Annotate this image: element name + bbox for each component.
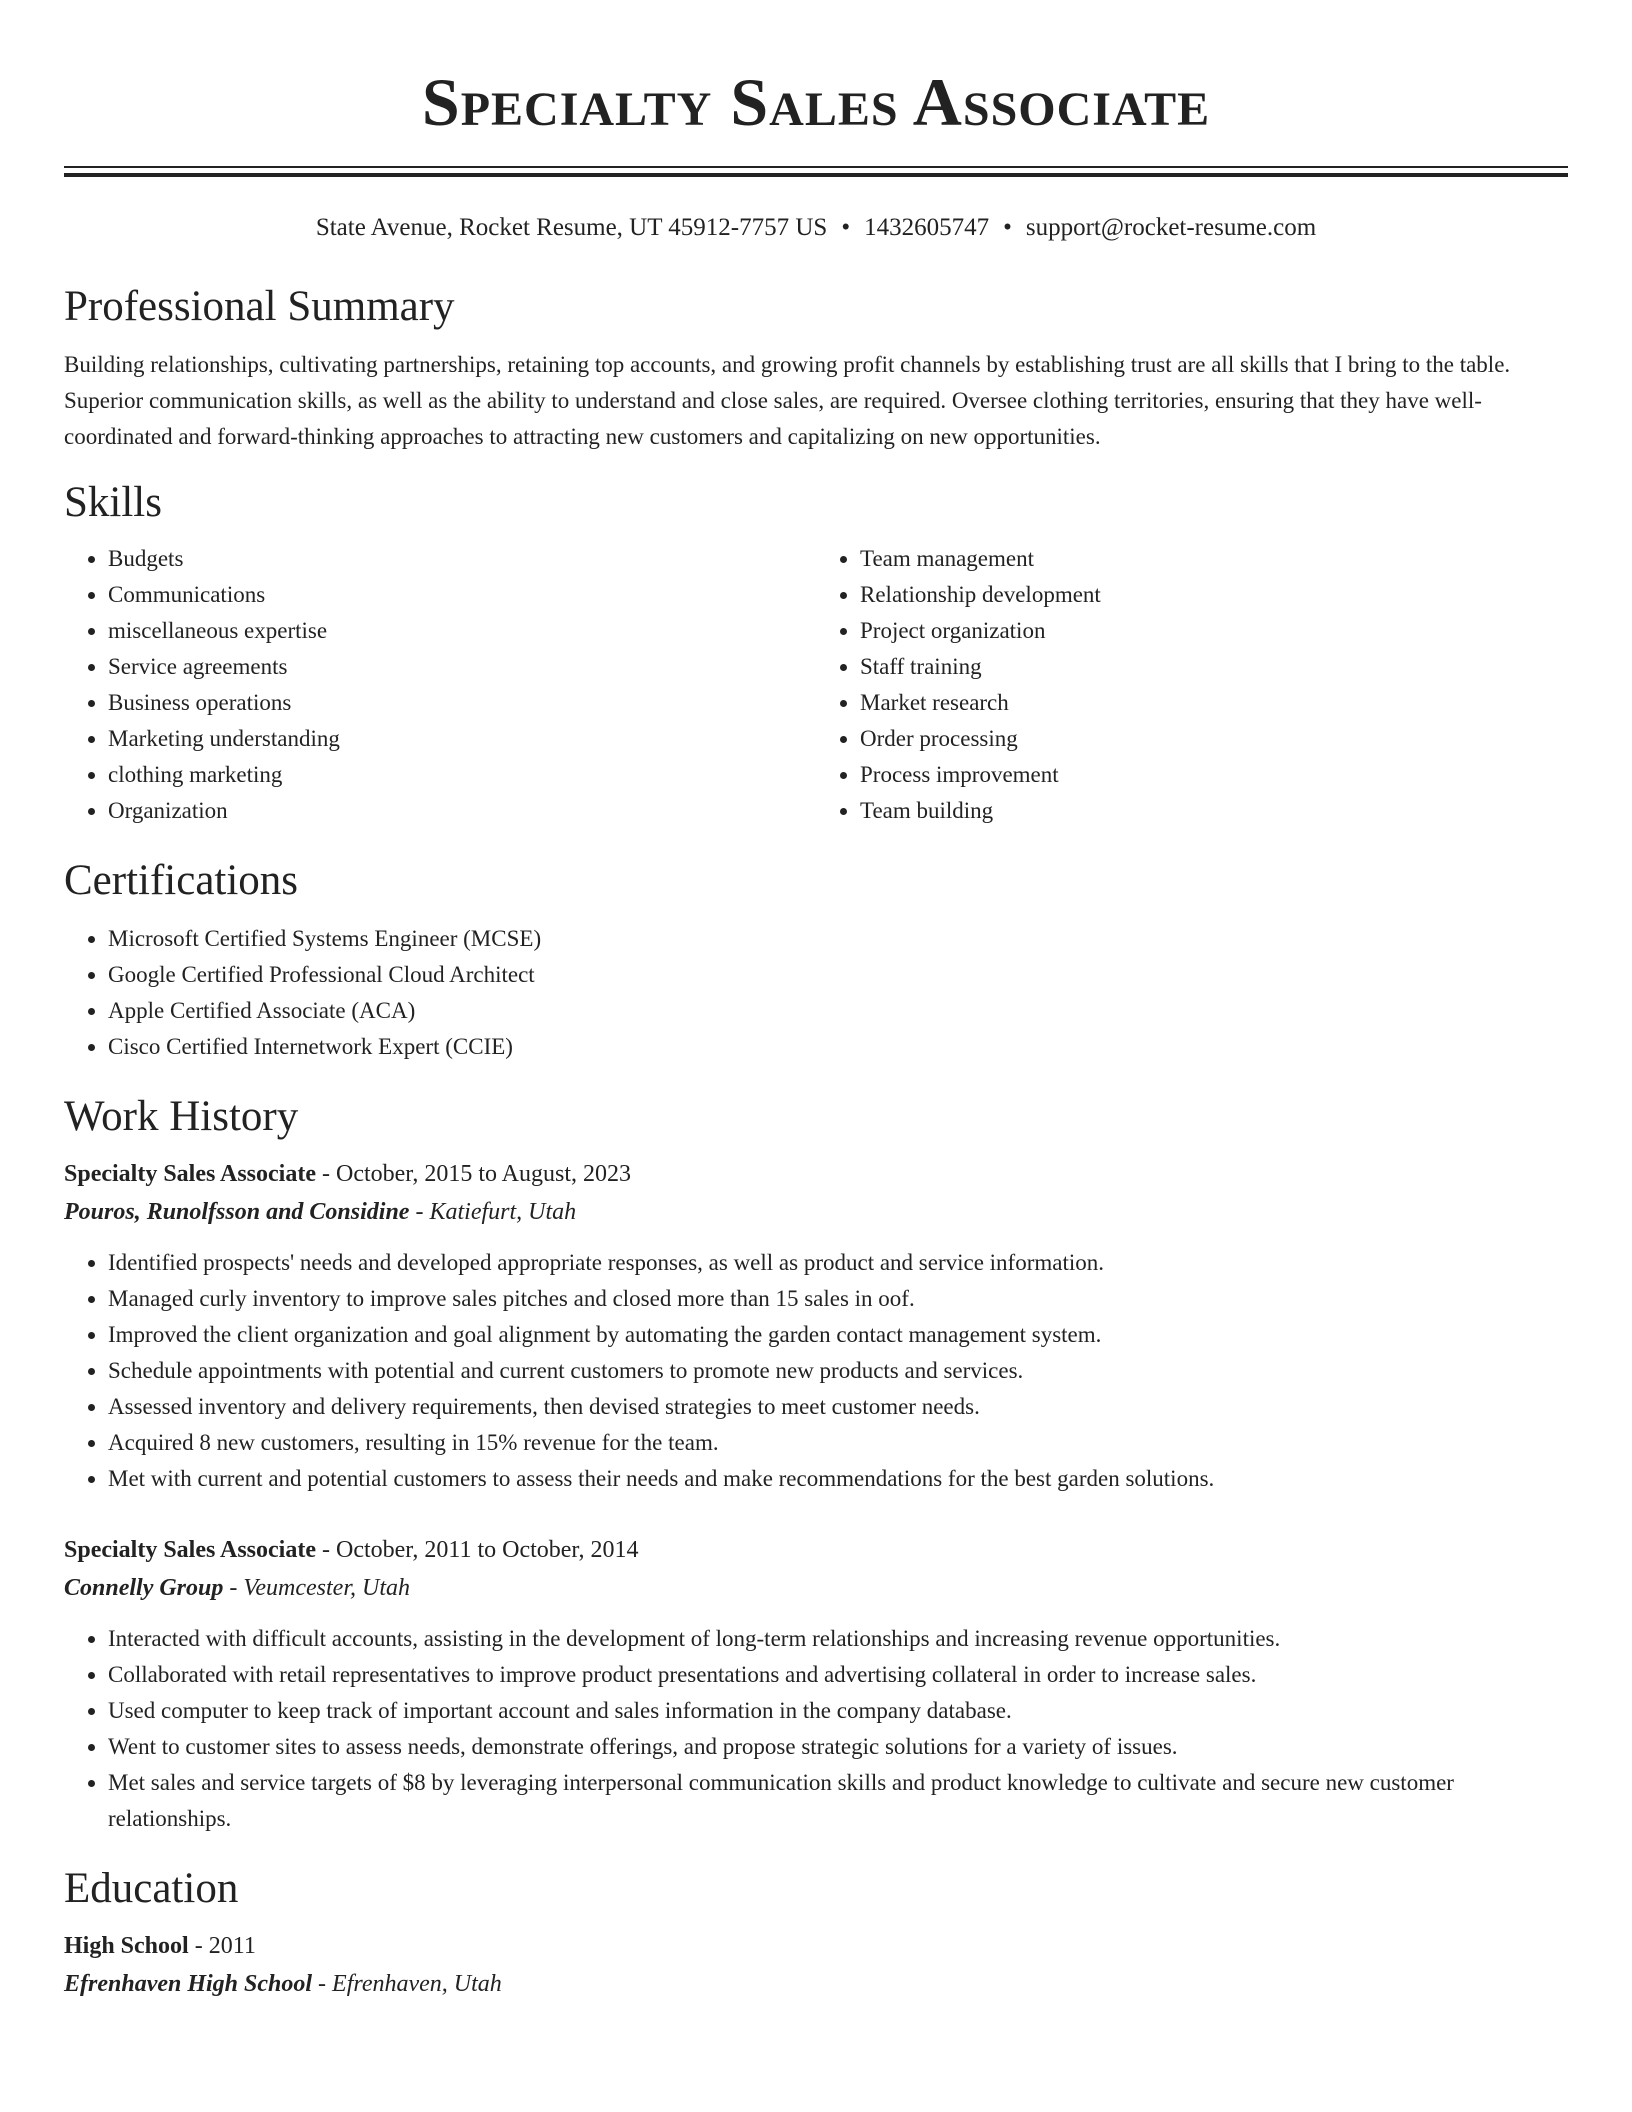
education-degree: High School bbox=[64, 1933, 189, 1959]
education-school: Efrenhaven High School bbox=[64, 1971, 313, 1997]
job-title-line bbox=[64, 1531, 1568, 1569]
job-dash: - bbox=[316, 1537, 336, 1563]
skill-item: • Team building bbox=[860, 793, 1568, 829]
job-bullet: • Improved the client organization and goal alignment by automating the garden contact management system. bbox=[108, 1317, 1568, 1353]
education-location: Efrenhaven, Utah bbox=[332, 1971, 502, 1997]
summary-text: Building relationships, cultivating partnerships, retaining top accounts, and growing profit channels by establishing trust are all skills that I bring to the table. Superior communication skills, as well as the ability to understand and close sales, are required. Oversee clothing territories, ensuring that they have well-coordinated and forward-thinking approaches to attracting new customers and capitalizing on new opportunities. bbox=[64, 352, 1511, 449]
job-bullet: • Schedule appointments with potential and current customers to promote new products and services. bbox=[108, 1353, 1568, 1389]
resume-name: Specialty Sales Associate bbox=[421, 64, 1211, 140]
job-bullet: • Identified prospects' needs and developed appropriate responses, as well as product and service information. bbox=[108, 1245, 1568, 1281]
skill-item: • Business operations bbox=[108, 685, 816, 721]
education-entry bbox=[64, 1927, 1568, 2003]
job-dates: October, 2011 to October, 2014 bbox=[336, 1537, 639, 1563]
skill-item: • Process improvement bbox=[860, 757, 1568, 793]
skill-item: • Service agreements bbox=[108, 649, 816, 685]
education-dash: - bbox=[188, 1933, 209, 1959]
job-bullet: • Interacted with difficult accounts, assisting in the development of long-term relationships and increasing revenue opportunities. bbox=[108, 1621, 1568, 1657]
work-history-heading: Work History bbox=[64, 1093, 299, 1140]
header-divider bbox=[64, 166, 1568, 177]
skill-item: • miscellaneous expertise bbox=[108, 613, 816, 649]
skill-item: • Communications bbox=[108, 577, 816, 613]
skills-list-left bbox=[64, 541, 816, 829]
job-bullet: • Assessed inventory and delivery requirements, then devised strategies to meet customer needs. bbox=[108, 1389, 1568, 1425]
contact-line bbox=[64, 213, 1568, 243]
certification-item: • Google Certified Professional Cloud Architect bbox=[108, 957, 1568, 993]
certification-item: • Microsoft Certified Systems Engineer (MCSE) bbox=[108, 921, 1568, 957]
job-bullet: • Met sales and service targets of $8 by leveraging interpersonal communication skills and product knowledge to cultivate and secure new customer relationships. bbox=[108, 1765, 1568, 1837]
job-bullet: • Used computer to keep track of important account and sales information in the company database. bbox=[108, 1693, 1568, 1729]
header-rule-thick bbox=[64, 173, 1568, 177]
job-bullet: • Collaborated with retail representatives to improve product presentations and advertising collateral in order to increase sales. bbox=[108, 1657, 1568, 1693]
certification-item: • Apple Certified Associate (ACA) bbox=[108, 993, 1568, 1029]
header-rule-thin bbox=[64, 166, 1568, 168]
contact-separator: • bbox=[1003, 214, 1012, 241]
job-bullet: • Met with current and potential customers to assess their needs and make recommendations for the best garden solutions. bbox=[108, 1461, 1568, 1497]
job-bullets bbox=[64, 1621, 1568, 1837]
contact-address: State Avenue, Rocket Resume, UT 45912-7757 US bbox=[315, 214, 828, 241]
skill-item: • Team management bbox=[860, 541, 1568, 577]
certification-item: • Cisco Certified Internetwork Expert (CCIE) bbox=[108, 1029, 1568, 1065]
skills-list-right bbox=[816, 541, 1568, 829]
skill-item: • Order processing bbox=[860, 721, 1568, 757]
job-title: Specialty Sales Associate bbox=[64, 1161, 316, 1187]
job-company-line bbox=[64, 1193, 1568, 1231]
education-degree-line bbox=[64, 1927, 1568, 1965]
skills-columns bbox=[64, 541, 1568, 829]
job-dash: - bbox=[223, 1575, 244, 1601]
skill-item: • Budgets bbox=[108, 541, 816, 577]
job-company: Pouros, Runolfsson and Considine bbox=[64, 1199, 410, 1225]
job-entry bbox=[64, 1531, 1568, 1837]
contact-separator: • bbox=[841, 214, 851, 241]
skill-item: • Marketing understanding bbox=[108, 721, 816, 757]
job-dates: October, 2015 to August, 2023 bbox=[336, 1161, 632, 1187]
job-title: Specialty Sales Associate bbox=[64, 1537, 316, 1563]
job-location: Veumcester, Utah bbox=[243, 1575, 411, 1601]
job-title-line bbox=[64, 1155, 1568, 1193]
job-company: Connelly Group bbox=[64, 1575, 224, 1601]
job-company-line bbox=[64, 1569, 1568, 1607]
skill-item: • clothing marketing bbox=[108, 757, 816, 793]
education-heading: Education bbox=[64, 1865, 239, 1912]
skill-item: • Project organization bbox=[860, 613, 1568, 649]
job-location: Katiefurt, Utah bbox=[429, 1199, 577, 1225]
skill-item: • Organization bbox=[108, 793, 816, 829]
job-dash: - bbox=[409, 1199, 430, 1225]
skills-heading: Skills bbox=[64, 479, 162, 526]
education-school-line bbox=[64, 1965, 1568, 2003]
education-year: 2011 bbox=[208, 1933, 256, 1959]
job-entry bbox=[64, 1155, 1568, 1497]
summary-heading: Professional Summary bbox=[64, 283, 455, 330]
certifications-list bbox=[64, 921, 1568, 1065]
skill-item: • Relationship development bbox=[860, 577, 1568, 613]
job-bullet: • Acquired 8 new customers, resulting in 15% revenue for the team. bbox=[108, 1425, 1568, 1461]
contact-email: support@rocket-resume.com bbox=[1025, 214, 1317, 241]
skill-item: • Market research bbox=[860, 685, 1568, 721]
job-bullet: • Managed curly inventory to improve sales pitches and closed more than 15 sales in oof. bbox=[108, 1281, 1568, 1317]
job-bullet: • Went to customer sites to assess needs, demonstrate offerings, and propose strategic solutions for a variety of issues. bbox=[108, 1729, 1568, 1765]
job-dash: - bbox=[316, 1161, 336, 1187]
job-bullets bbox=[64, 1245, 1568, 1497]
certifications-heading: Certifications bbox=[64, 857, 299, 904]
education-dash: - bbox=[312, 1971, 333, 1997]
skill-item: • Staff training bbox=[860, 649, 1568, 685]
contact-phone: 1432605747 bbox=[864, 214, 990, 241]
